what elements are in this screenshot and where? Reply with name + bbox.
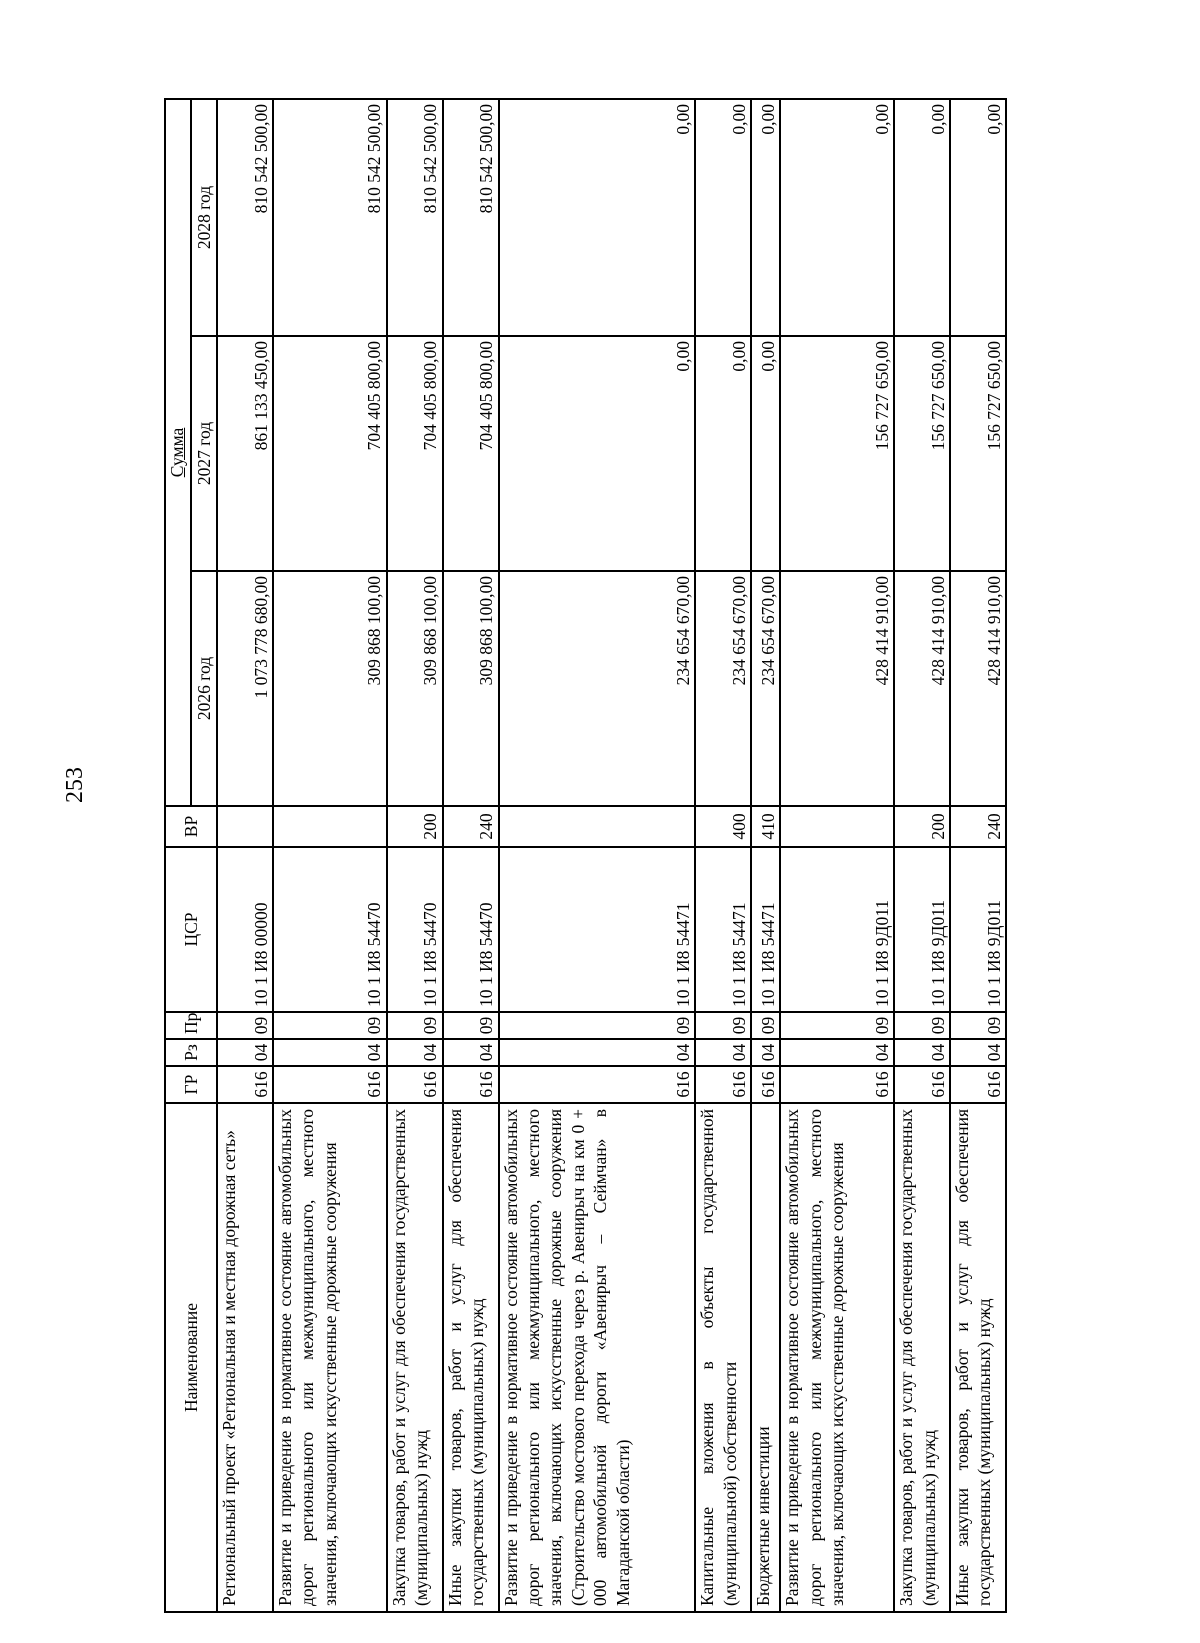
row-pr: 09	[780, 1012, 894, 1039]
row-2026: 428 414 910,00	[780, 571, 894, 806]
row-2027: 156 727 650,00	[950, 336, 1006, 571]
header-sum	[165, 99, 191, 806]
row-rz: 04	[950, 1039, 1006, 1066]
row-gr: 616	[950, 1066, 1006, 1103]
row-gr: 616	[894, 1066, 950, 1103]
row-2028: 810 542 500,00	[273, 99, 387, 336]
row-name: Региональный проект «Региональная и местная дорожная сеть»	[217, 1103, 273, 1612]
table-row	[780, 99, 894, 1612]
row-rz: 04	[751, 1039, 780, 1066]
row-vr	[217, 806, 273, 847]
row-name: Иные закупки товаров, работ и услуг для обеспечения государственных (муниципальных) нужд	[950, 1103, 1006, 1612]
row-vr	[273, 806, 387, 847]
row-gr: 616	[695, 1066, 751, 1103]
row-csr: 10 1 И8 9Д011	[894, 847, 950, 1012]
row-2028: 0,00	[780, 99, 894, 336]
row-2026: 1 073 778 680,00	[217, 571, 273, 806]
row-2027: 156 727 650,00	[894, 336, 950, 571]
row-gr: 616	[273, 1066, 387, 1103]
row-pr: 09	[751, 1012, 780, 1039]
row-gr: 616	[751, 1066, 780, 1103]
row-vr	[499, 806, 696, 847]
row-rz: 04	[780, 1039, 894, 1066]
row-name: Иные закупки товаров, работ и услуг для обеспечения государственных (муниципальных) нужд	[443, 1103, 499, 1612]
table-row	[387, 99, 443, 1612]
row-pr: 09	[387, 1012, 443, 1039]
budget-table	[164, 98, 1007, 1613]
table-row	[217, 99, 273, 1612]
row-csr: 10 1 И8 54471	[695, 847, 751, 1012]
table-row	[443, 99, 499, 1612]
row-csr: 10 1 И8 9Д011	[780, 847, 894, 1012]
table-row	[273, 99, 387, 1612]
row-2027: 0,00	[499, 336, 696, 571]
row-name: Закупка товаров, работ и услуг для обеспечения государственных (муниципальных) нужд	[387, 1103, 443, 1612]
header-rz: Рз	[165, 1039, 217, 1066]
row-rz: 04	[894, 1039, 950, 1066]
row-2027: 704 405 800,00	[443, 336, 499, 571]
row-gr: 616	[217, 1066, 273, 1103]
row-2027: 704 405 800,00	[273, 336, 387, 571]
row-rz: 04	[695, 1039, 751, 1066]
row-csr: 10 1 И8 54470	[273, 847, 387, 1012]
row-2026: 428 414 910,00	[950, 571, 1006, 806]
row-2028: 0,00	[695, 99, 751, 336]
row-rz: 04	[217, 1039, 273, 1066]
header-2027: 2027 год	[191, 336, 217, 571]
table-row	[499, 99, 696, 1612]
row-2027: 156 727 650,00	[780, 336, 894, 571]
row-csr: 10 1 И8 54471	[499, 847, 696, 1012]
header-vr: ВР	[165, 806, 217, 847]
row-vr: 200	[387, 806, 443, 847]
row-2026: 309 868 100,00	[387, 571, 443, 806]
row-vr: 410	[751, 806, 780, 847]
row-csr: 10 1 И8 9Д011	[950, 847, 1006, 1012]
row-2028: 0,00	[894, 99, 950, 336]
table-row	[695, 99, 751, 1612]
row-vr: 200	[894, 806, 950, 847]
row-vr: 240	[443, 806, 499, 847]
page-number: 253	[62, 767, 88, 803]
row-csr: 10 1 И8 54470	[387, 847, 443, 1012]
row-vr: 240	[950, 806, 1006, 847]
table-row	[894, 99, 950, 1612]
row-2027: 861 133 450,00	[217, 336, 273, 571]
row-pr: 09	[217, 1012, 273, 1039]
row-name: Закупка товаров, работ и услуг для обеспечения государственных (муниципальных) нужд	[894, 1103, 950, 1612]
header-csr: ЦСР	[165, 847, 217, 1012]
row-pr: 09	[894, 1012, 950, 1039]
header-sum-title: Сумма	[167, 427, 187, 478]
header-pr: Пр	[165, 1012, 217, 1039]
row-pr: 09	[695, 1012, 751, 1039]
row-gr: 616	[499, 1066, 696, 1103]
header-gr: ГР	[165, 1066, 217, 1103]
table-row	[751, 99, 780, 1612]
row-2026: 234 654 670,00	[499, 571, 696, 806]
header-2028: 2028 год	[191, 99, 217, 336]
row-name: Развитие и приведение в нормативное состояние автомобильных дорог регионального или межмуниципального, местного значения, включающих искусственные дорожные сооружения	[780, 1103, 894, 1612]
row-2026: 309 868 100,00	[443, 571, 499, 806]
row-rz: 04	[499, 1039, 696, 1066]
row-pr: 09	[950, 1012, 1006, 1039]
row-vr	[780, 806, 894, 847]
row-gr: 616	[387, 1066, 443, 1103]
row-2028: 0,00	[751, 99, 780, 336]
row-name: Развитие и приведение в нормативное состояние автомобильных дорог регионального или межмуниципального, местного значения, включающих искусственные дорожные сооружения (Строительство мостового перехода через р. Авенирыч на км 0 + 000 автомобильной дороги «Авенирыч – Сеймчан» в Магаданской области)	[499, 1103, 696, 1612]
row-2028: 810 542 500,00	[387, 99, 443, 336]
row-rz: 04	[387, 1039, 443, 1066]
row-2027: 0,00	[751, 336, 780, 571]
row-2026: 309 868 100,00	[273, 571, 387, 806]
row-2026: 234 654 670,00	[695, 571, 751, 806]
table-row	[950, 99, 1006, 1612]
row-name: Бюджетные инвестиции	[751, 1103, 780, 1612]
table-body	[217, 99, 1006, 1612]
row-name: Капитальные вложения в объекты государственной (муниципальной) собственности	[695, 1103, 751, 1612]
row-2028: 810 542 500,00	[217, 99, 273, 336]
row-pr: 09	[443, 1012, 499, 1039]
row-csr: 10 1 И8 54470	[443, 847, 499, 1012]
header-name: Наименование	[165, 1103, 217, 1612]
row-2028: 0,00	[950, 99, 1006, 336]
budget-table-wrapper	[164, 100, 1007, 1613]
row-2026: 428 414 910,00	[894, 571, 950, 806]
row-name: Развитие и приведение в нормативное состояние автомобильных дорог регионального или межмуниципального, местного значения, включающих искусственные дорожные сооружения	[273, 1103, 387, 1612]
row-gr: 616	[780, 1066, 894, 1103]
header-2026: 2026 год	[191, 571, 217, 806]
row-2028: 810 542 500,00	[443, 99, 499, 336]
row-2027: 0,00	[695, 336, 751, 571]
row-gr: 616	[443, 1066, 499, 1103]
row-csr: 10 1 И8 54471	[751, 847, 780, 1012]
row-rz: 04	[443, 1039, 499, 1066]
row-pr: 09	[499, 1012, 696, 1039]
row-vr: 400	[695, 806, 751, 847]
row-rz: 04	[273, 1039, 387, 1066]
row-2028: 0,00	[499, 99, 696, 336]
row-2027: 704 405 800,00	[387, 336, 443, 571]
row-csr: 10 1 И8 00000	[217, 847, 273, 1012]
row-2026: 234 654 670,00	[751, 571, 780, 806]
row-pr: 09	[273, 1012, 387, 1039]
